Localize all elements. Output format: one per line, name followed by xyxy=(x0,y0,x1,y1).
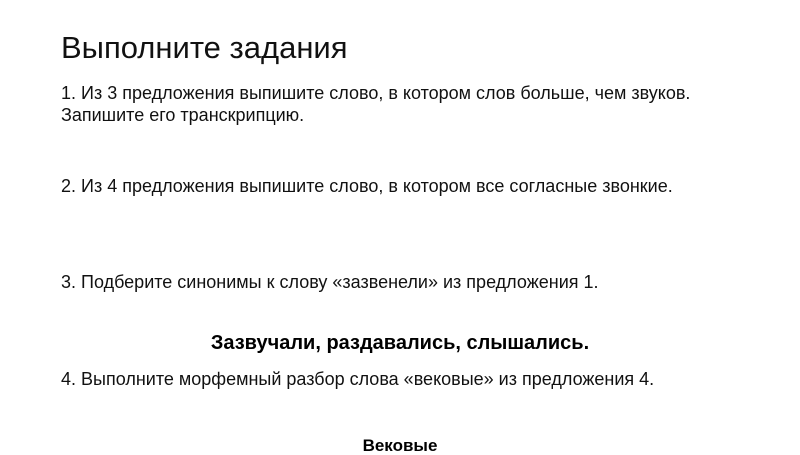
task-3-answer xyxy=(0,326,800,354)
task-4-answer-text: Вековые xyxy=(362,436,438,455)
task-1: 1. Из 3 предложения выпишите слово, в котором слов больше, чем звуков. Запишите его транскрипцию. xyxy=(61,83,691,125)
task-4-answer xyxy=(0,432,800,455)
slide-title: Выполните задания xyxy=(61,30,348,65)
task-3: 3. Подберите синонимы к слову «зазвенели» из предложения 1. xyxy=(61,272,599,292)
task-4: 4. Выполните морфемный разбор слова «вековые» из предложения 4. xyxy=(61,369,655,389)
task-2: 2. Из 4 предложения выпишите слово, в котором все согласные звонкие. xyxy=(61,176,673,196)
task-3-answer-text: Зазвучали, раздавались, слышались. xyxy=(210,332,590,354)
